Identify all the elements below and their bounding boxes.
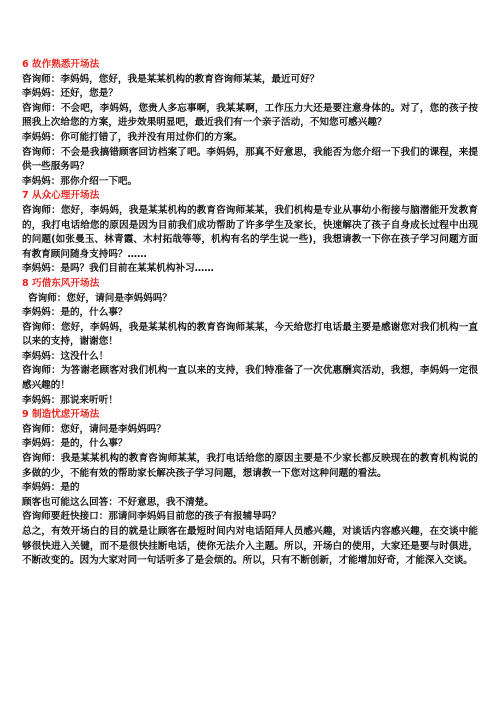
dialogue-line: 咨询师：我是某某机构的教育咨询师某某，我打电话给您的原因主要是不少家长都反映现在的教育机构说的多做的少，不能有效的帮助家长解决孩子学习问题，想请教一下您对这种问题的看法。 — [22, 453, 478, 479]
dialogue-line: 咨询师：李妈妈，您好，我是某某机构的教育咨询师某某，最近可好？ — [22, 73, 320, 85]
dialogue-line: 李妈妈：这没什么！ — [22, 350, 109, 362]
summary-paragraph: 总之，有效开场白的目的就是让顾客在最短时间内对电话陌拜人员感兴趣，对谈话内容感兴趣，在交谈中能够很快进入关键，而不是很快挂断电话，使你无法介入主题。所以，开场白的使用，大家还是要与时俱进，不断改变的。因为大家对同一句话听多了是会烦的。所以，只有不断创新，才能增加好奇，才能深入交谈。 — [22, 526, 478, 567]
dialogue-line: 咨询师：您好，李妈妈，我是某某机构的教育咨询师某某，今天给您打电话最主要是感谢您对我们机构一直以来的支持，谢谢您！ — [22, 321, 478, 348]
dialogue-line: 咨询师：您好，李妈妈，我是某某机构的教育咨询师某某，我们机构是专业从事幼小衔接与脑潜能开发教育的，我打电话给您的原因是因为目前我们成功帮助了许多学生及家长，快速解决了孩子自身成长过程中出现的问题(如张曼玉、林青霞、木村拓哉等等，机构有名的学生说一些)，我想请教一下你在孩子学习问题方面有教育顾问随身支持吗？…… — [22, 204, 478, 260]
section-heading: 7 从众心理开场法 — [22, 190, 100, 202]
dialogue-line: 咨询师：您好，请问是李妈妈吗？ — [22, 423, 166, 435]
dialogue-line: 咨询师：为答谢老顾客对我们机构一直以来的支持，我们特准备了一次优惠酬宾活动，我想，李妈妈一定很感兴趣的！ — [22, 365, 478, 392]
dialogue-line: 咨询师：不会吧，李妈妈，您贵人多忘事啊，我某某啊，工作压力大还是要注意身体的。对了，您的孩子按照我上次给您的方案，进步效果明显吧，最近我们有一个亲子活动，不知您可感兴趣？ — [22, 102, 478, 129]
dialogue-line: 李妈妈：你可能打错了，我并没有用过你们的方案。 — [22, 131, 243, 143]
dialogue-line: 顾客也可能这么回答：不好意思，我不清楚。 — [22, 496, 214, 508]
section-heading: 9 制造忧虑开场法 — [22, 409, 100, 421]
section-heading: 6 故作熟悉开场法 — [22, 59, 100, 70]
section-heading: 8 巧借东风开场法 — [22, 277, 100, 289]
dialogue-line: 李妈妈：是的，什么事？ — [22, 438, 128, 450]
dialogue-line: 李妈妈：那你介绍一下吧。 — [22, 175, 138, 187]
dialogue-line: 咨询师：您好，请问是李妈妈吗？ — [28, 292, 172, 304]
dialogue-line: 李妈妈：还好，您是？ — [22, 88, 118, 100]
document-page — [22, 58, 478, 569]
dialogue-line: 李妈妈：是吗？我们目前在某某机构补习…… — [22, 263, 214, 275]
dialogue-line: 李妈妈：那说来听听！ — [22, 394, 118, 406]
dialogue-line: 咨询师要赶快接口：那请问李妈妈目前您的孩子有报辅导吗？ — [22, 511, 282, 523]
dialogue-line: 咨询师：不会是我搞错顾客回访档案了吧。李妈妈，那真不好意思，我能否为您介绍一下我们的课程，来提供一些服务吗？ — [22, 146, 478, 173]
dialogue-line: 李妈妈：是的，什么事？ — [22, 307, 128, 319]
dialogue-line: 李妈妈：是的 — [22, 482, 80, 494]
